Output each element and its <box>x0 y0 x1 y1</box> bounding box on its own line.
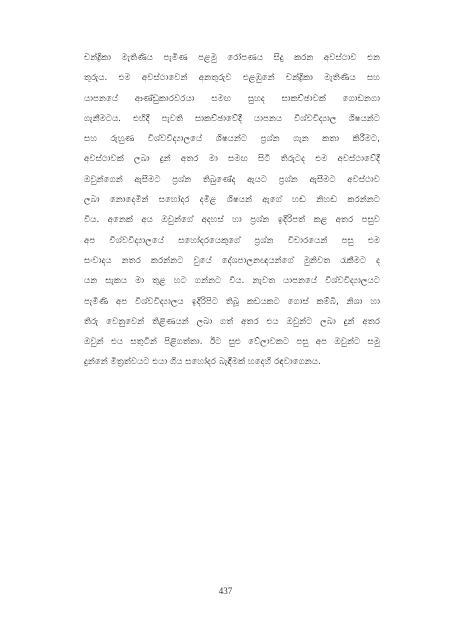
text-line: ඔවුන් එය සතුටින් පිළිගත්තා. ඊට සුළු වේලාවකට පසු අප ඔවුන්ට සමු <box>84 337 380 348</box>
text-line: යාපනයේ ආණ්ඩුකාරවරයා සමඟ සුහද සාකච්ඡාවක් ගොඩනගා <box>84 93 380 104</box>
text-line: ලබා නොදෙමින් සහෝදර දමිළ ශිෂයන් ඇගේ හඬ නිහඬ කරන්නට <box>84 195 380 206</box>
text-line: ඔවුන්ගෙන් ඇසීමට ප්‍රශ්න තිබුණේද ඇයට ප්‍රශ්න ඇසීමට අවස්ථාව <box>84 174 380 185</box>
text-line: විය. අනෙක් අය ඔවුන්ගේ අදහස් හා ප්‍රශ්න ඉදිරිපත් කළ අතර පසුව <box>84 215 380 226</box>
text-line: අවස්ථාවක් ලබා දුන් අතර මා සමඟ සිටි තිරුටද එම අවස්ථාවේදී <box>84 154 380 165</box>
text-line: සහ රුහුණ විශ්වවිද්‍යාලයේ ශිෂයන්ට ප්‍රශ්න ගැන කතා කිරීමට, <box>84 134 380 145</box>
text-line: ගැනීමටය. එහිදී පැවති සාකච්ඡාවේදී යාපනය විශ්වවිද්‍යාල ශිෂයන්ට <box>84 113 380 124</box>
text-line: තුරුය. එම අවස්ථාවෙන් අනතුරුව එළඹුනේ චන්ද්‍රිකා මැතිණිය සහ <box>84 73 380 84</box>
page-number: 437 <box>218 586 233 596</box>
text-line: පැමිණි අප විශ්වවිද්‍යාලය ඉදිරිපිට තිබූ කඩයකට ගොස් කම්බි, නිශා හා <box>84 296 380 307</box>
text-line: චන්ද්‍රිකා මැතිණිය පැමිණ පළමු රෝපණය සිදු කරන අවස්ථාව එන <box>84 53 380 63</box>
text-line: යන සැකය මා තුළ හට ගන්නට විය. නැවත යාපනයේ විශ්වවිද්‍යාලයට <box>84 276 380 287</box>
text-line: සංවාදය නතර කරන්නට වුයේ දේශපාලනඥයන්ගේ මුනිවත රැකීමට ද <box>84 255 380 266</box>
text-line: තිරු වෙනුවෙන් තිළිණයන් ලබා ගත් අතර එය ඔවුන්ට ලබා දුන් අතර <box>84 316 380 327</box>
text-line: අප විශ්වවිද්‍යාලයේ සහෝදරයෙකුගේ ප්‍රශ්න විචාරයෙන් පසු එම <box>84 235 380 246</box>
text-line: දුන්නේ මිත්‍රත්වයට එයා ගිය සහෝදර බැඳීමක් හදෙහි රඳවාගෙනය. <box>84 357 321 368</box>
body-paragraph <box>84 48 380 373</box>
